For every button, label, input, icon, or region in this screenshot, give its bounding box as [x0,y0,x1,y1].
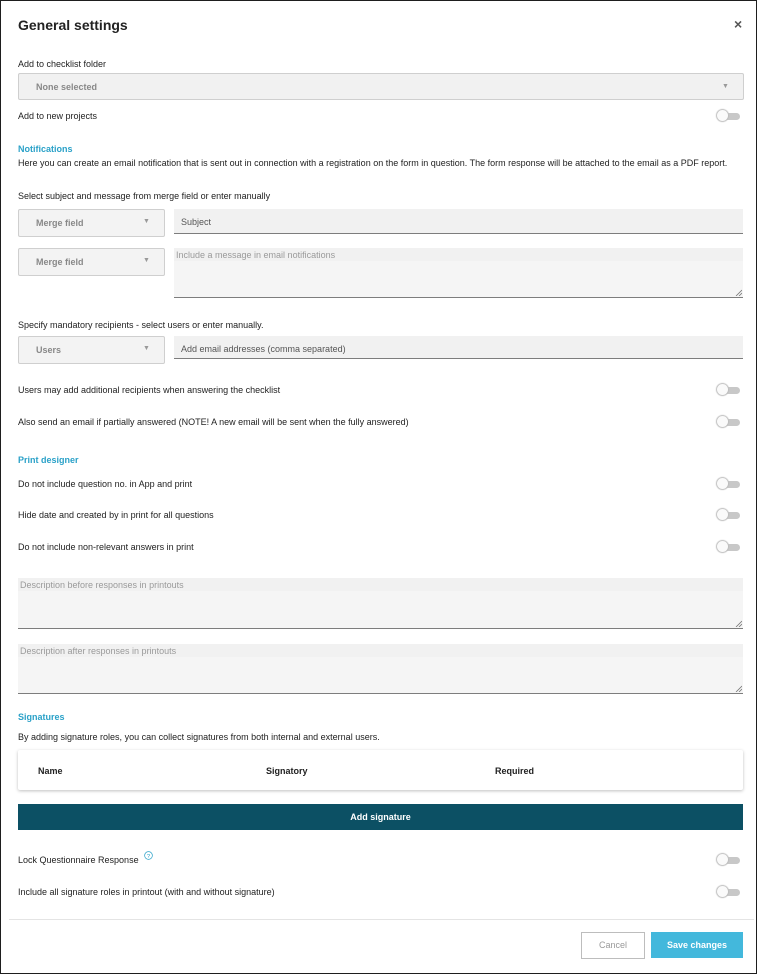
signatures-table [18,750,743,790]
message-placeholder: Include a message in email notifications [176,250,336,260]
print-designer-heading: Print designer [18,455,79,465]
no-question-no-label: Do not include question no. in App and print [18,479,193,489]
lock-response-toggle[interactable] [717,854,741,866]
message-textarea[interactable] [174,248,743,298]
email-addresses-input[interactable] [174,336,743,359]
dialog-title: General settings [18,17,128,33]
resize-grip-icon[interactable] [735,685,742,692]
close-icon[interactable]: × [734,16,743,32]
subject-merge-field-select[interactable] [18,209,165,237]
users-label: Users [36,345,62,355]
signatures-heading: Signatures [18,712,65,722]
chevron-down-icon: ▼ [143,218,150,225]
resize-grip-icon[interactable] [735,620,742,627]
email-placeholder: Add email addresses (comma separated) [181,344,346,354]
save-changes-button[interactable]: Save changes [651,932,743,958]
checklist-folder-select[interactable] [18,73,744,100]
merge-field-label: Merge field [36,257,84,267]
partial-answer-toggle[interactable] [717,416,741,428]
cancel-button[interactable]: Cancel [581,932,645,959]
additional-recipients-toggle[interactable] [717,384,741,396]
users-select[interactable] [18,336,165,364]
merge-field-label: Merge field [36,218,84,228]
subject-placeholder: Subject [181,217,212,227]
message-merge-field-select[interactable] [18,248,165,276]
lock-response-label: Lock Questionnaire Response [18,855,139,865]
partial-answer-label: Also send an email if partially answered (NOTE! A new email will be sent when the fully answered) [18,417,409,427]
hide-date-toggle[interactable] [717,509,741,521]
chevron-down-icon: ▼ [143,257,150,264]
add-signature-button[interactable]: Add signature [18,804,743,830]
checklist-folder-label: Add to checklist folder [18,59,107,69]
resize-grip-icon[interactable] [735,289,742,296]
checklist-folder-value: None selected [36,82,98,92]
signatures-description: By adding signature roles, you can collect signatures from both internal and external users. [18,732,380,742]
no-question-no-toggle[interactable] [717,478,741,490]
add-to-projects-label: Add to new projects [18,111,98,121]
description-after-textarea[interactable] [18,644,743,694]
no-non-relevant-toggle[interactable] [717,541,741,553]
include-all-roles-toggle[interactable] [717,886,741,898]
footer-divider [9,919,754,920]
info-icon[interactable] [144,851,153,860]
column-header-signatory: Signatory [266,766,308,776]
subject-hint: Select subject and message from merge field or enter manually [18,191,271,201]
chevron-down-icon: ▼ [722,83,729,90]
description-after-placeholder: Description after responses in printouts [20,646,177,656]
column-header-name: Name [38,766,63,776]
include-all-roles-label: Include all signature roles in printout (with and without signature) [18,887,275,897]
add-to-projects-toggle[interactable] [717,110,741,122]
description-before-placeholder: Description before responses in printouts [20,580,184,590]
svg-text:?: ? [146,853,151,860]
notifications-description: Here you can create an email notification that is sent out in connection with a registration on the form in question. The form response will be attached to the email as a PDF report. [18,158,728,168]
recipients-hint: Specify mandatory recipients - select users or enter manually. [18,320,264,330]
subject-input[interactable] [174,209,743,234]
column-header-required: Required [495,766,535,776]
notifications-heading: Notifications [18,144,73,154]
additional-recipients-label: Users may add additional recipients when answering the checklist [18,385,281,395]
no-non-relevant-label: Do not include non-relevant answers in print [18,542,194,552]
hide-date-label: Hide date and created by in print for all questions [18,510,214,520]
description-before-textarea[interactable] [18,578,743,629]
chevron-down-icon: ▼ [143,345,150,352]
